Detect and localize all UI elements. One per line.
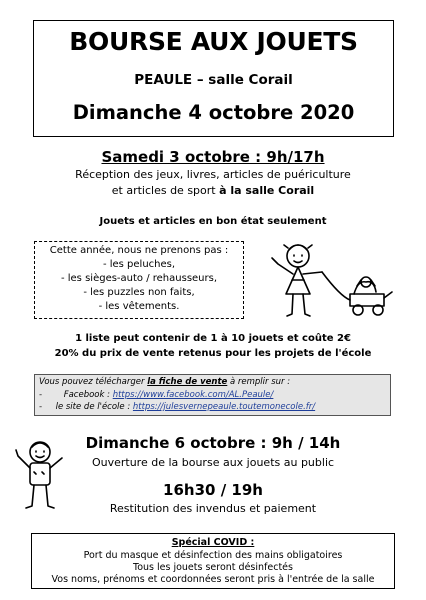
saturday-reception-line: Réception des jeux, livres, articles de puériculture [75, 168, 351, 181]
exclusions-intro: Cette année, nous ne prenons pas : [49, 245, 229, 256]
download-intro [39, 377, 290, 387]
school-site-line: - le site de l'école : https://julesvernepeaule.toutemonecole.fr/ [39, 402, 316, 412]
public-opening-line: Ouverture de la bourse aux jouets au public [91, 456, 335, 469]
event-date: Dimanche 4 octobre 2020 [72, 101, 355, 124]
sales-form-link[interactable]: la fiche de vente [147, 377, 228, 387]
saturday-reception-line-2 [0, 184, 426, 197]
school-site-label: le site de l'école : [55, 402, 133, 412]
covid-box [31, 533, 395, 589]
facebook-link[interactable]: https://www.facebook.com/AL.Peaule/ [112, 390, 274, 400]
download-box [34, 374, 391, 416]
saturday-heading: Samedi 3 octobre : 9h/17h [101, 148, 325, 166]
return-line: Restitution des invendus et paiement [109, 502, 317, 515]
saturday-venue: à la salle Corail [219, 184, 315, 197]
school-site-link[interactable]: https://julesvernepeaule.toutemonecole.fr/ [132, 402, 316, 412]
header-box [33, 20, 394, 137]
exclusion-item: - les puzzles non faits, [83, 287, 195, 298]
exclusions-box [34, 241, 244, 319]
exclusion-item: - les peluches, [102, 259, 176, 270]
covid-line: Vos noms, prénoms et coordonnées seront pris à l'entrée de la salle [51, 574, 375, 585]
covid-line: Port du masque et désinfection des mains obligatoires [83, 550, 343, 561]
event-location: PEAULE – salle Corail [134, 72, 293, 88]
exclusion-item: - les vêtements. [98, 301, 180, 312]
sunday-heading: Dimanche 6 octobre : 9h / 14h [85, 434, 341, 452]
covid-title: Spécial COVID : [171, 537, 255, 548]
list-price-info: 1 liste peut contenir de 1 à 10 jouets et coûte 2€ [75, 333, 351, 344]
covid-line: Tous les jouets seront désinfectés [133, 562, 293, 573]
poster-title: BOURSE AUX JOUETS [69, 27, 358, 56]
facebook-label: Facebook : [63, 390, 113, 400]
school-share-info: 20% du prix de vente retenus pour les projets de l'école [54, 348, 372, 359]
exclusion-item: - les sièges-auto / rehausseurs, [60, 273, 218, 284]
condition-note: Jouets et articles en bon état seulement [99, 216, 327, 227]
return-time: 16h30 / 19h [163, 481, 263, 499]
download-intro-text: Vous pouvez télécharger [39, 377, 148, 387]
download-intro-suffix: à remplir sur : [227, 377, 291, 387]
child-with-toy-illustration [262, 236, 402, 326]
facebook-line: - Facebook : https://www.facebook.com/AL.Peaule/ [39, 390, 274, 400]
saturday-line2-text: et articles de sport [111, 184, 220, 197]
